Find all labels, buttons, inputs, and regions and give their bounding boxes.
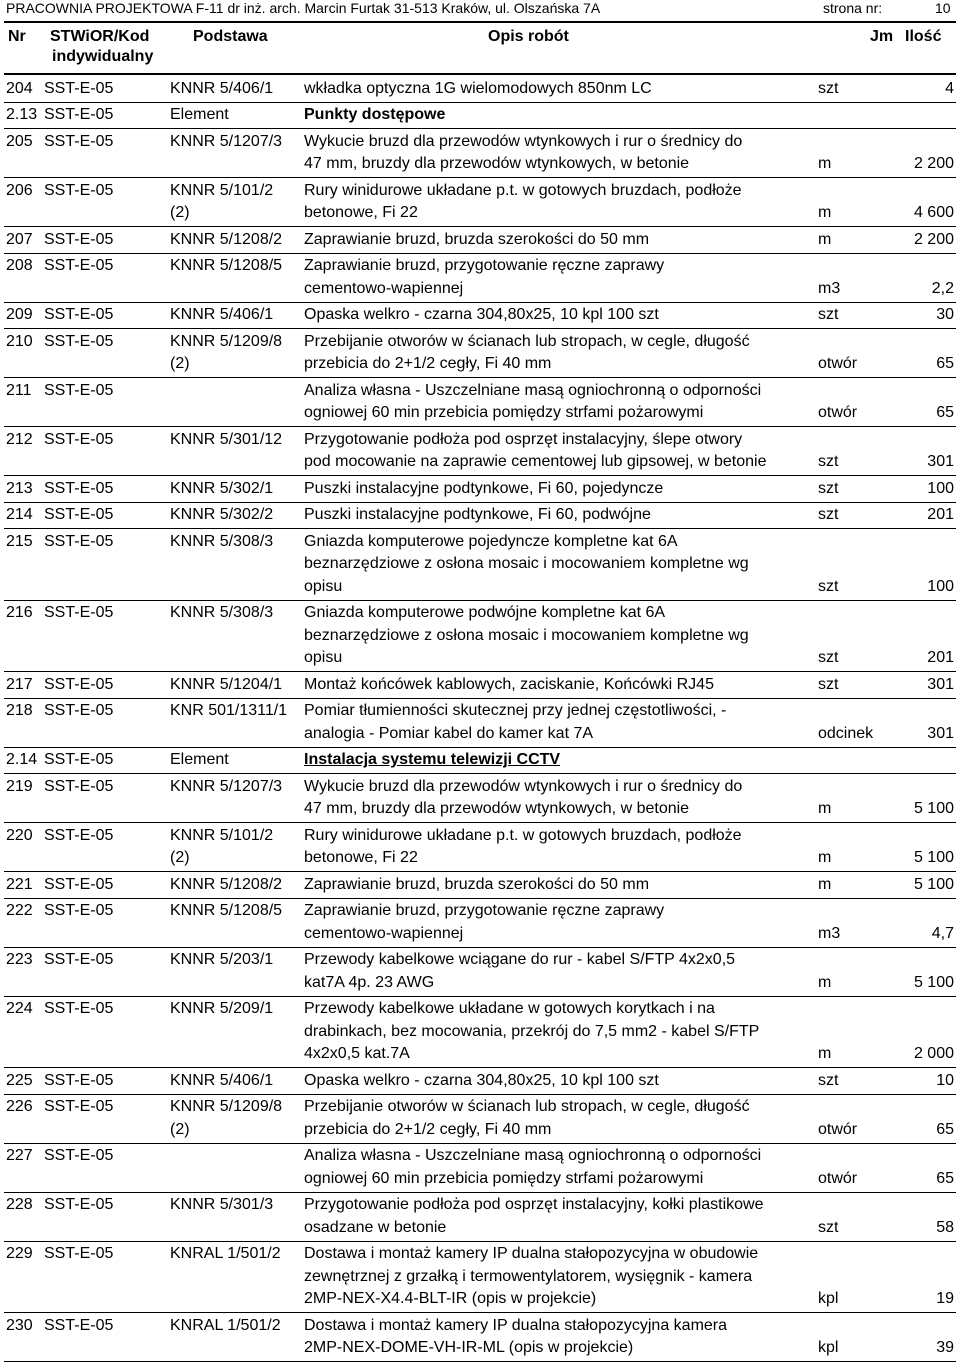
- row-description: Dostawa i montaż kamery IP dualna stałopozycyjna kamera: [304, 1316, 728, 1334]
- row-description: Zaprawianie bruzd, bruzda szerokości do 50 mm: [304, 230, 650, 248]
- row-number: 226: [6, 1098, 33, 1115]
- row-description: Rury winidurowe układane p.t. w gotowych bruzdach, podłoże: [304, 826, 742, 844]
- row-description: Wykucie bruzd dla przewodów wtynkowych i rur o średnicy do: [304, 132, 743, 150]
- row-number: 225: [6, 1071, 33, 1089]
- row-description: betonowe, Fi 22: [304, 849, 418, 866]
- row-number: 229: [6, 1245, 33, 1262]
- row-number: 227: [6, 1147, 33, 1164]
- row-unit: szt: [818, 479, 839, 497]
- row-code: SST-E-05: [44, 132, 114, 150]
- row-basis: Element: [170, 751, 229, 768]
- row-basis: KNNR 5/209/1: [170, 1000, 274, 1017]
- row-description: Montaż końcówek kablowych, zaciskanie, Końcówki RJ45: [304, 675, 714, 693]
- row-unit: m: [818, 230, 832, 248]
- row-quantity: 58: [936, 1218, 954, 1236]
- table-row: [0, 329, 960, 377]
- row-code: SST-E-05: [44, 1098, 114, 1115]
- table-row: [0, 699, 960, 747]
- row-unit: m: [818, 1045, 832, 1062]
- row-basis: KNNR 5/406/1: [170, 79, 274, 97]
- table-row: [0, 1313, 960, 1361]
- row-code: SST-E-05: [44, 951, 114, 968]
- row-basis: KNNR 5/1208/2: [170, 875, 283, 893]
- row-quantity: 5 100: [913, 973, 954, 991]
- row-description: opisu: [304, 577, 343, 595]
- row-number: 216: [6, 604, 33, 621]
- row-quantity: 65: [936, 404, 954, 421]
- row-description: cementowo-wapiennej: [304, 924, 464, 942]
- table-row: [0, 774, 960, 822]
- row-unit: szt: [818, 306, 839, 323]
- row-basis: KNRAL 1/501/2: [170, 1316, 281, 1334]
- row-code: SST-E-05: [44, 777, 114, 795]
- row-unit: szt: [818, 453, 839, 470]
- row-basis: (2): [170, 1120, 190, 1138]
- row-unit: szt: [818, 675, 839, 693]
- row-description: kat7A 4p. 23 AWG: [304, 973, 435, 991]
- row-number: 217: [6, 675, 33, 693]
- row-description: Przygotowanie podłoża pod osprzęt instalacyjny, ślepe otwory: [304, 430, 743, 448]
- row-description: Analiza własna - Uszczelniane masą ogniochronną o odporności: [304, 1147, 762, 1164]
- row-number: 215: [6, 532, 33, 550]
- table-row: [0, 601, 960, 672]
- row-unit: kpl: [818, 1339, 839, 1356]
- table-header: [0, 26, 960, 70]
- row-code: SST-E-05: [44, 257, 114, 274]
- column-kod: STWiOR/Kod: [50, 28, 150, 45]
- row-basis: KNNR 5/308/3: [170, 532, 274, 550]
- table-row: [0, 227, 960, 253]
- table-row: [0, 1242, 960, 1313]
- row-description: Opaska welkro - czarna 304,80x25, 10 kpl 100 szt: [304, 1071, 659, 1089]
- row-description: Pomiar tłumienności skutecznej przy jednej częstotliwości, -: [304, 702, 727, 719]
- row-basis: KNNR 5/1209/8: [170, 332, 283, 350]
- row-quantity: 5 100: [913, 800, 954, 817]
- row-basis: KNNR 5/1204/1: [170, 675, 283, 693]
- row-unit: m: [818, 204, 832, 221]
- row-description: Przebijanie otworów w ścianach lub stropach, w cegle, długość: [304, 332, 750, 350]
- row-number: 204: [6, 79, 33, 97]
- row-basis: (2): [170, 204, 190, 221]
- row-basis: KNNR 5/301/3: [170, 1196, 274, 1213]
- row-basis: KNNR 5/406/1: [170, 306, 274, 323]
- row-description: drabinkach, bez mocowania, przekrój do 7,5 mm2 - kabel S/FTP: [304, 1022, 760, 1040]
- column-jm: Jm: [870, 28, 894, 45]
- row-code: SST-E-05: [44, 532, 114, 550]
- row-description: Przebijanie otworów w ścianach lub stropach, w cegle, długość: [304, 1098, 750, 1115]
- row-quantity: 100: [927, 479, 954, 497]
- row-description: cementowo-wapiennej: [304, 279, 464, 297]
- row-unit: szt: [818, 1071, 839, 1089]
- row-unit: szt: [818, 577, 839, 595]
- table-row: [0, 303, 960, 329]
- row-description: Rury winidurowe układane p.t. w gotowych bruzdach, podłoże: [304, 181, 742, 199]
- row-quantity: 301: [927, 675, 954, 693]
- row-description: Analiza własna - Uszczelniane masą ogniochronną o odporności: [304, 381, 762, 399]
- page-number-label: strona nr:: [823, 0, 883, 16]
- row-description: 4x2x0,5 kat.7A: [304, 1045, 410, 1062]
- table-row: [0, 1193, 960, 1241]
- row-basis: KNNR 5/302/2: [170, 506, 274, 523]
- row-description: przebicia do 2+1/2 cegły, Fi 40 mm: [304, 355, 552, 372]
- table-row: [0, 899, 960, 947]
- column-nr: Nr: [8, 28, 26, 45]
- table-row: [0, 476, 960, 502]
- row-number: 221: [6, 875, 33, 893]
- row-quantity: 301: [927, 453, 954, 470]
- row-quantity: 4,7: [931, 924, 954, 942]
- row-number: 213: [6, 479, 33, 497]
- row-number: 2.14: [6, 751, 38, 768]
- row-quantity: 65: [936, 355, 954, 372]
- row-code: SST-E-05: [44, 106, 114, 123]
- row-code: SST-E-05: [44, 875, 114, 893]
- table-row: [0, 1095, 960, 1143]
- row-quantity: 2 000: [913, 1045, 954, 1062]
- row-code: SST-E-05: [44, 79, 114, 97]
- row-description: wkładka optyczna 1G wielomodowych 850nm LC: [304, 79, 652, 97]
- row-basis: KNNR 5/308/3: [170, 604, 274, 621]
- row-number: 222: [6, 902, 33, 919]
- table-row: [0, 748, 960, 774]
- row-code: SST-E-05: [44, 1147, 114, 1164]
- row-quantity: 39: [936, 1339, 954, 1356]
- row-unit: kpl: [818, 1290, 839, 1307]
- row-number: 207: [6, 230, 33, 248]
- row-unit: m: [818, 849, 832, 866]
- row-number: 220: [6, 826, 33, 844]
- row-quantity: 30: [936, 306, 954, 323]
- row-unit: otwór: [818, 1169, 858, 1187]
- table-row: [0, 427, 960, 475]
- row-number: 208: [6, 257, 33, 274]
- row-code: SST-E-05: [44, 675, 114, 693]
- table-row: [0, 672, 960, 698]
- row-number: 212: [6, 430, 33, 448]
- row-description: ogniowej 60 min przebicia pomiędzy strfami pożarowymi: [304, 1169, 704, 1187]
- row-code: SST-E-05: [44, 751, 114, 768]
- row-number: 224: [6, 1000, 33, 1017]
- row-number: 228: [6, 1196, 33, 1213]
- row-description: 2MP-NEX-DOME-VH-IR-ML (opis w projekcie): [304, 1339, 634, 1356]
- row-number: 210: [6, 332, 33, 350]
- row-quantity: 5 100: [913, 875, 954, 893]
- row-description: beznarzędziowe z osłona mosaic i mocowaniem kompletne wg: [304, 555, 749, 572]
- row-description: pod mocowanie na zaprawie cementowej lub gipsowej, w betonie: [304, 453, 767, 470]
- row-unit: m3: [818, 924, 841, 942]
- row-basis: KNNR 5/1208/2: [170, 230, 283, 248]
- row-basis: KNNR 5/101/2: [170, 181, 274, 199]
- row-unit: m: [818, 800, 832, 817]
- row-unit: szt: [818, 79, 839, 97]
- row-basis: (2): [170, 355, 190, 372]
- row-description: betonowe, Fi 22: [304, 204, 418, 221]
- row-description: Dostawa i montaż kamery IP dualna stałopozycyjna w obudowie: [304, 1245, 759, 1262]
- row-description: Zaprawianie bruzd, przygotowanie ręczne zaprawy: [304, 902, 665, 919]
- row-unit: m: [818, 875, 832, 893]
- row-number: 219: [6, 777, 33, 795]
- row-number: 211: [6, 381, 32, 399]
- row-code: SST-E-05: [44, 230, 114, 248]
- row-code: SST-E-05: [44, 506, 114, 523]
- row-description: beznarzędziowe z osłona mosaic i mocowaniem kompletne wg: [304, 626, 749, 644]
- row-description: 2MP-NEX-X4.4-BLT-IR (opis w projekcie): [304, 1290, 597, 1307]
- row-code: SST-E-05: [44, 1245, 114, 1262]
- row-code: SST-E-05: [44, 1071, 114, 1089]
- row-unit: szt: [818, 649, 839, 666]
- row-unit: m: [818, 155, 832, 172]
- table-row: [0, 254, 960, 302]
- row-code: SST-E-05: [44, 381, 114, 399]
- row-description: 47 mm, bruzdy dla przewodów wtynkowych, w betonie: [304, 155, 690, 172]
- row-code: SST-E-05: [44, 826, 114, 844]
- row-basis: KNNR 5/101/2: [170, 826, 274, 844]
- row-description: Gniazda komputerowe podwójne kompletne kat 6A: [304, 604, 666, 621]
- row-quantity: 4 600: [913, 204, 954, 221]
- row-quantity: 4: [945, 79, 954, 97]
- table-row: [0, 76, 960, 102]
- row-basis: KNNR 5/1208/5: [170, 257, 283, 274]
- row-quantity: 201: [927, 649, 954, 666]
- row-description: Zaprawianie bruzd, bruzda szerokości do 50 mm: [304, 875, 650, 893]
- row-description: Instalacja systemu telewizji CCTV: [304, 751, 561, 768]
- row-basis: KNRAL 1/501/2: [170, 1245, 281, 1262]
- row-basis: KNNR 5/406/1: [170, 1071, 274, 1089]
- table-row: [0, 948, 960, 996]
- row-description: przebicia do 2+1/2 cegły, Fi 40 mm: [304, 1120, 552, 1138]
- row-unit: m: [818, 973, 832, 991]
- row-code: SST-E-05: [44, 430, 114, 448]
- header-divider: [4, 21, 956, 23]
- row-quantity: 10: [936, 1071, 954, 1089]
- table-row: [0, 997, 960, 1068]
- header-bottom-rule: [4, 73, 956, 75]
- row-description: zewnętrznej z grzałką i termowentylatorem, wysięgnik - kamera: [304, 1267, 753, 1285]
- table-row: [0, 872, 960, 898]
- row-basis: KNNR 5/1207/3: [170, 132, 283, 150]
- column-podstawa: Podstawa: [193, 28, 268, 45]
- table-row: [0, 1144, 960, 1192]
- page-header: [0, 0, 960, 20]
- row-code: SST-E-05: [44, 902, 114, 919]
- row-description: Puszki instalacyjne podtynkowe, Fi 60, podwójne: [304, 506, 651, 523]
- row-code: SST-E-05: [44, 604, 114, 621]
- row-code: SST-E-05: [44, 1196, 114, 1213]
- table-row: [0, 103, 960, 129]
- row-quantity: 2,2: [931, 279, 954, 297]
- row-number: 206: [6, 181, 33, 199]
- office-address: PRACOWNIA PROJEKTOWA F-11 dr inż. arch. Marcin Furtak 31-513 Kraków, ul. Olszańska 7A: [6, 0, 601, 16]
- row-quantity: 5 100: [913, 849, 954, 866]
- table-row: [0, 129, 960, 177]
- row-code: SST-E-05: [44, 332, 114, 350]
- row-quantity: 19: [936, 1290, 954, 1307]
- row-basis: KNNR 5/301/12: [170, 430, 283, 448]
- row-basis: Element: [170, 106, 229, 123]
- row-description: Puszki instalacyjne podtynkowe, Fi 60, pojedyncze: [304, 479, 664, 497]
- table-row: [0, 529, 960, 600]
- row-code: SST-E-05: [44, 702, 114, 719]
- row-quantity: 2 200: [913, 230, 954, 248]
- row-description: Przygotowanie podłoża pod osprzęt instalacyjny, kołki plastikowe: [304, 1196, 764, 1213]
- row-code: SST-E-05: [44, 1000, 114, 1017]
- row-unit: odcinek: [818, 724, 874, 742]
- row-code: SST-E-05: [44, 1316, 114, 1334]
- row-quantity: 2 200: [913, 155, 954, 172]
- row-number: 205: [6, 132, 33, 150]
- row-basis: KNNR 5/1209/8: [170, 1098, 283, 1115]
- table-row: [0, 378, 960, 426]
- row-unit: m3: [818, 279, 841, 297]
- page-number: 10: [935, 0, 951, 16]
- row-quantity: 301: [927, 724, 954, 742]
- table-row: [0, 178, 960, 226]
- row-number: 214: [6, 506, 33, 523]
- row-unit: szt: [818, 1218, 839, 1236]
- row-quantity: 201: [927, 506, 954, 523]
- row-number: 218: [6, 702, 33, 719]
- row-unit: otwór: [818, 355, 858, 372]
- row-unit: otwór: [818, 404, 858, 421]
- row-number: 230: [6, 1316, 33, 1334]
- row-description: Przewody kabelkowe układane w gotowych korytkach i na: [304, 1000, 715, 1017]
- column-ilosc: Ilość: [905, 28, 942, 45]
- table-row: [0, 503, 960, 529]
- row-divider: [4, 1361, 956, 1362]
- table-row: [0, 1068, 960, 1094]
- column-opis: Opis robót: [488, 28, 569, 45]
- row-description: analogia - Pomiar kabel do kamer kat 7A: [304, 724, 594, 742]
- row-code: SST-E-05: [44, 306, 114, 323]
- row-basis: KNR 501/1311/1: [170, 702, 288, 719]
- row-number: 223: [6, 951, 33, 968]
- row-quantity: 100: [927, 577, 954, 595]
- row-description: Punkty dostępowe: [304, 106, 446, 123]
- row-number: 209: [6, 306, 33, 323]
- row-description: Przewody kabelkowe wciągane do rur - kabel S/FTP 4x2x0,5: [304, 951, 736, 968]
- row-unit: szt: [818, 506, 839, 523]
- row-unit: otwór: [818, 1120, 858, 1138]
- row-description: Wykucie bruzd dla przewodów wtynkowych i rur o średnicy do: [304, 777, 743, 795]
- row-basis: KNNR 5/1207/3: [170, 777, 283, 795]
- row-description: 47 mm, bruzdy dla przewodów wtynkowych, w betonie: [304, 800, 690, 817]
- row-description: Gniazda komputerowe pojedyncze kompletne kat 6A: [304, 532, 678, 550]
- row-quantity: 65: [936, 1120, 954, 1138]
- row-quantity: 65: [936, 1169, 954, 1187]
- row-basis: KNNR 5/302/1: [170, 479, 274, 497]
- column-kod-sub: indywidualny: [52, 48, 154, 65]
- table-row: [0, 823, 960, 871]
- row-description: osadzane w betonie: [304, 1218, 447, 1236]
- row-basis: KNNR 5/203/1: [170, 951, 274, 968]
- row-code: SST-E-05: [44, 479, 114, 497]
- row-code: SST-E-05: [44, 181, 114, 199]
- row-description: opisu: [304, 649, 343, 666]
- row-basis: (2): [170, 849, 190, 866]
- row-description: ogniowej 60 min przebicia pomiędzy strfami pożarowymi: [304, 404, 704, 421]
- row-description: Opaska welkro - czarna 304,80x25, 10 kpl 100 szt: [304, 306, 659, 323]
- row-number: 2.13: [6, 106, 38, 123]
- row-basis: KNNR 5/1208/5: [170, 902, 283, 919]
- row-description: Zaprawianie bruzd, przygotowanie ręczne zaprawy: [304, 257, 665, 274]
